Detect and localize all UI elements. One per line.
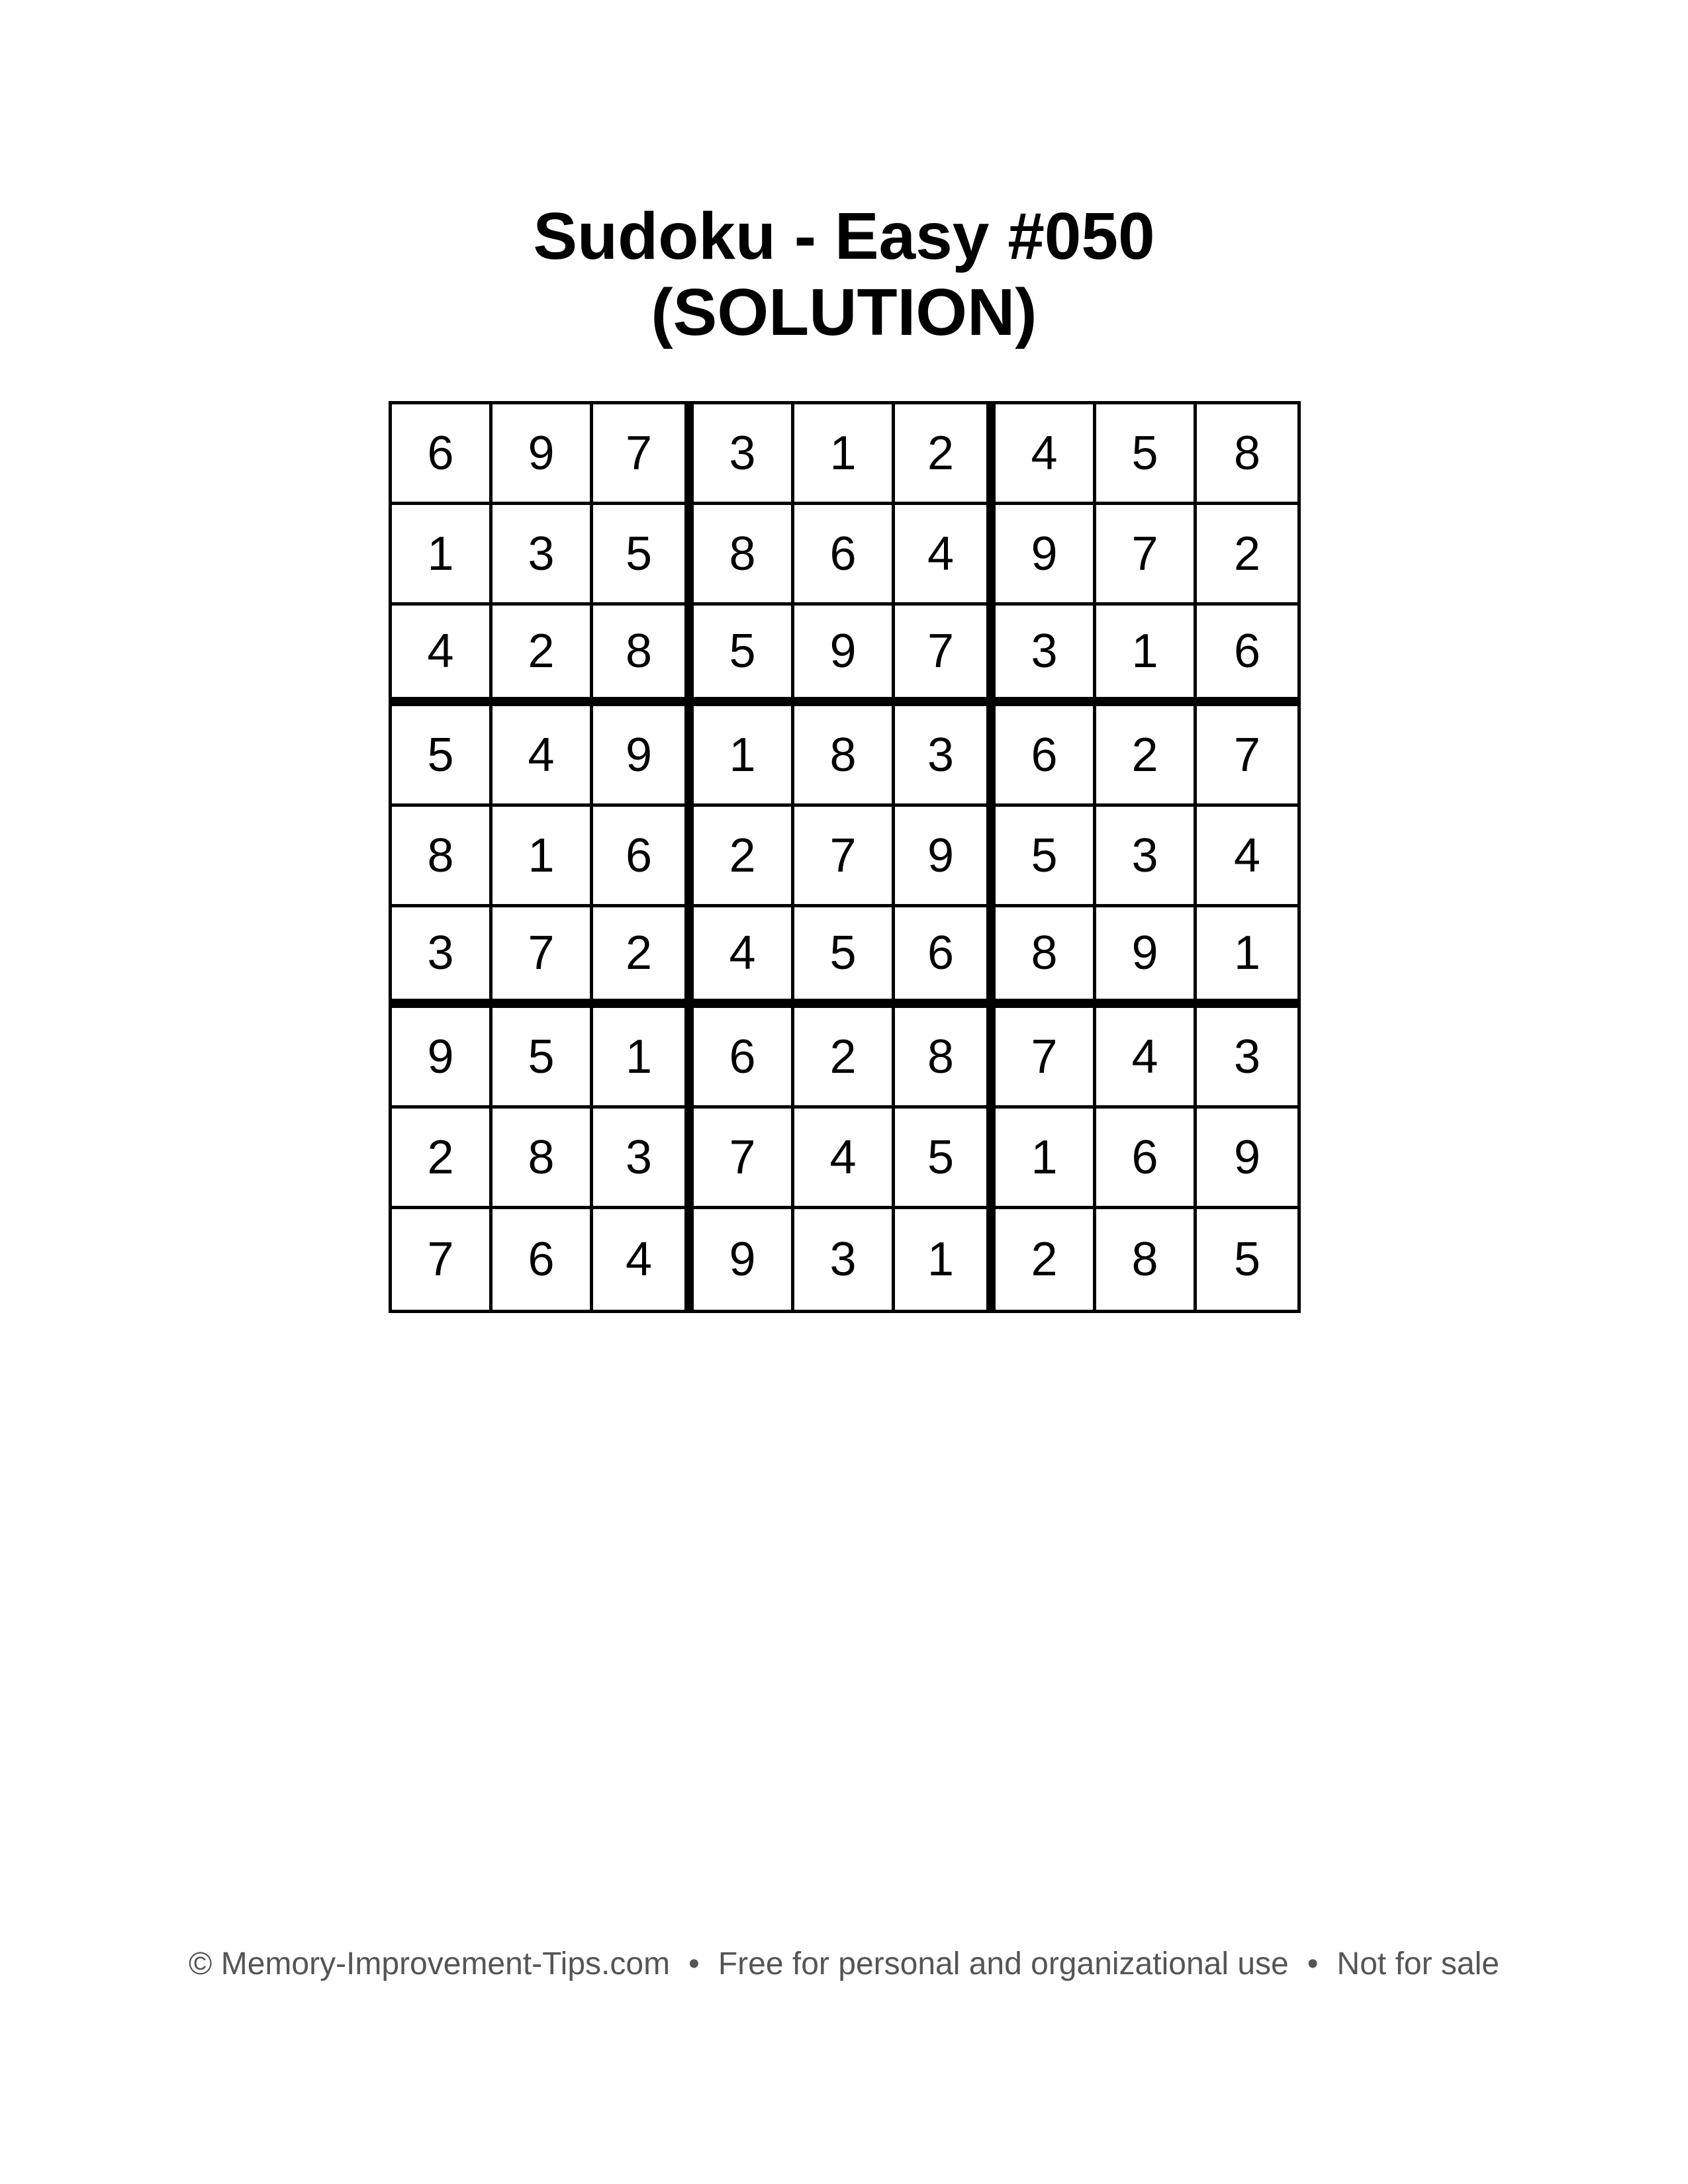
sudoku-cell: 3 — [593, 1109, 694, 1209]
sudoku-cell: 9 — [996, 505, 1096, 606]
sudoku-cell: 9 — [794, 606, 895, 706]
sudoku-cell: 7 — [996, 1008, 1096, 1109]
sudoku-cell: 3 — [392, 907, 492, 1008]
sudoku-cell: 9 — [1096, 907, 1197, 1008]
footer-copyright: © Memory-Improvement-Tips.com — [189, 1946, 671, 1981]
sudoku-cell: 6 — [392, 404, 492, 505]
sudoku-cell: 6 — [996, 706, 1096, 807]
sudoku-cell: 6 — [895, 907, 996, 1008]
sudoku-cell: 5 — [794, 907, 895, 1008]
sudoku-cell: 8 — [794, 706, 895, 807]
sudoku-cell: 7 — [1096, 505, 1197, 606]
sudoku-cell: 3 — [996, 606, 1096, 706]
sudoku-cell: 6 — [1197, 606, 1297, 706]
sudoku-cell: 8 — [392, 807, 492, 907]
sudoku-cell: 2 — [1197, 505, 1297, 606]
sudoku-cell: 8 — [895, 1008, 996, 1109]
footer — [0, 1946, 1688, 1982]
sudoku-cell: 1 — [895, 1209, 996, 1310]
sudoku-cell: 8 — [492, 1109, 593, 1209]
sudoku-cell: 9 — [694, 1209, 794, 1310]
title-line-2: (SOLUTION) — [651, 275, 1037, 349]
footer-separator: • — [688, 1946, 700, 1981]
sudoku-cell: 7 — [492, 907, 593, 1008]
sudoku-cell: 2 — [492, 606, 593, 706]
footer-usage: Free for personal and organizational use — [718, 1946, 1289, 1981]
sudoku-cell: 4 — [996, 404, 1096, 505]
sudoku-cell: 5 — [996, 807, 1096, 907]
sudoku-cell: 6 — [794, 505, 895, 606]
sudoku-cell: 9 — [1197, 1109, 1297, 1209]
sudoku-cell: 2 — [593, 907, 694, 1008]
sudoku-cell: 3 — [794, 1209, 895, 1310]
sudoku-cell: 3 — [694, 404, 794, 505]
sudoku-cell: 2 — [1096, 706, 1197, 807]
sudoku-cell: 5 — [492, 1008, 593, 1109]
sudoku-cell: 1 — [996, 1109, 1096, 1209]
sudoku-cell: 8 — [996, 907, 1096, 1008]
sudoku-cell: 8 — [593, 606, 694, 706]
sudoku-cell: 9 — [895, 807, 996, 907]
sudoku-cell: 6 — [1096, 1109, 1197, 1209]
sudoku-cell: 2 — [694, 807, 794, 907]
sudoku-cell: 1 — [492, 807, 593, 907]
sudoku-cell: 6 — [492, 1209, 593, 1310]
sudoku-cell: 7 — [694, 1109, 794, 1209]
sudoku-cell: 7 — [593, 404, 694, 505]
sudoku-cell: 6 — [593, 807, 694, 907]
sudoku-cell: 9 — [492, 404, 593, 505]
sudoku-cell: 2 — [996, 1209, 1096, 1310]
footer-notice: Not for sale — [1336, 1946, 1499, 1981]
sudoku-cell: 5 — [392, 706, 492, 807]
sudoku-cell: 5 — [1233, 1233, 1261, 1286]
sudoku-cell: 4 — [492, 706, 593, 807]
sudoku-cell: 5 — [593, 505, 694, 606]
title-line-1: Sudoku - Easy #050 — [533, 199, 1155, 273]
sudoku-cell: 1 — [1096, 606, 1197, 706]
sudoku-cell: 4 — [1197, 807, 1297, 907]
sudoku-cell: 1 — [593, 1008, 694, 1109]
sudoku-cell: 4 — [895, 505, 996, 606]
sudoku-cell: 9 — [392, 1008, 492, 1109]
sudoku-cell: 7 — [1197, 706, 1297, 807]
sudoku-cell: 5 — [694, 606, 794, 706]
sudoku-cell: 8 — [694, 505, 794, 606]
sudoku-cell: 7 — [794, 807, 895, 907]
sudoku-cell: 5 — [895, 1109, 996, 1209]
sudoku-cell: 2 — [392, 1109, 492, 1209]
sudoku-cell: 6 — [694, 1008, 794, 1109]
sudoku-cell: 4 — [794, 1109, 895, 1209]
sudoku-cell: 1 — [392, 505, 492, 606]
sudoku-grid — [389, 401, 1301, 1313]
sudoku-cell: 7 — [392, 1209, 492, 1310]
sudoku-cell: 7 — [895, 606, 996, 706]
sudoku-cell: 1 — [694, 706, 794, 807]
sudoku-cell: 2 — [895, 404, 996, 505]
sudoku-cell: 1 — [1197, 907, 1297, 1008]
sudoku-cell: 3 — [1197, 1008, 1297, 1109]
sudoku-cell: 8 — [1096, 1209, 1197, 1310]
sudoku-cell: 3 — [492, 505, 593, 606]
page-title — [0, 199, 1688, 351]
sudoku-cell: 4 — [1096, 1008, 1197, 1109]
sudoku-cell: 1 — [794, 404, 895, 505]
sudoku-cell: 3 — [1096, 807, 1197, 907]
sudoku-cell: 3 — [895, 706, 996, 807]
sudoku-cell: 8 — [1197, 404, 1297, 505]
sudoku-cell: 4 — [593, 1209, 694, 1310]
sudoku-cell: 5 — [1096, 404, 1197, 505]
sudoku-cell: 4 — [694, 907, 794, 1008]
sudoku-cell: 2 — [794, 1008, 895, 1109]
footer-separator: • — [1307, 1946, 1319, 1981]
sudoku-cell: 9 — [593, 706, 694, 807]
sudoku-cell: 4 — [392, 606, 492, 706]
